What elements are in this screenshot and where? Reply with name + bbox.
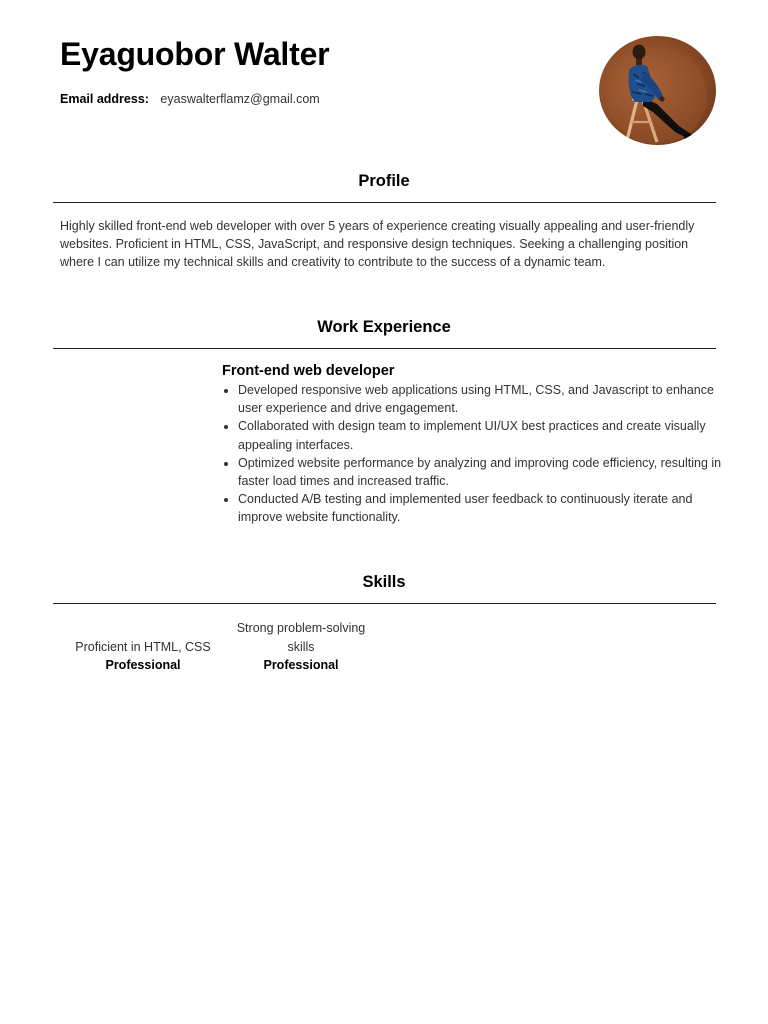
profile-divider	[53, 202, 716, 203]
skill-item	[68, 618, 218, 674]
email-value: eyaswalterflamz@gmail.com	[160, 92, 320, 106]
skills-heading: Skills	[362, 573, 406, 591]
email-label: Email address:	[60, 92, 149, 106]
responsibility-item: • Optimized website performance by analyzing and improving code efficiency, resulting in faster load times and increased traffic.	[238, 454, 728, 490]
responsibility-item: • Collaborated with design team to implement UI/UX best practices and create visually appealing interfaces.	[238, 417, 728, 453]
skill-item	[226, 618, 376, 674]
profile-heading: Profile	[358, 172, 410, 190]
skills-divider	[53, 603, 716, 604]
work-experience-divider	[53, 348, 716, 349]
responsibility-item: • Conducted A/B testing and implemented user feedback to continuously iterate and improve website functionality.	[238, 490, 728, 526]
job-responsibilities	[222, 381, 728, 527]
contact-email	[60, 90, 320, 108]
skill-level: Professional	[105, 657, 181, 672]
responsibility-item: • Developed responsive web applications using HTML, CSS, and Javascript to enhance user experience and drive engagement.	[238, 381, 728, 417]
profile-summary: Highly skilled front-end web developer with over 5 years of experience creating visually appealing and user-friendly websites. Proficient in HTML, CSS, JavaScript, and responsive design techniques. Seeking a challenging position where I can utilize my technical skills and creativity to contribute to the success of a dynamic team.	[60, 219, 695, 270]
job-title: Front-end web developer	[222, 363, 395, 379]
work-experience-heading: Work Experience	[317, 318, 451, 336]
candidate-name: Eyaguobor Walter	[60, 36, 330, 72]
skill-level: Professional	[263, 657, 339, 672]
skill-name: Strong problem-solving skills	[236, 621, 366, 654]
profile-photo	[599, 36, 716, 145]
skill-name: Proficient in HTML, CSS	[75, 639, 211, 654]
